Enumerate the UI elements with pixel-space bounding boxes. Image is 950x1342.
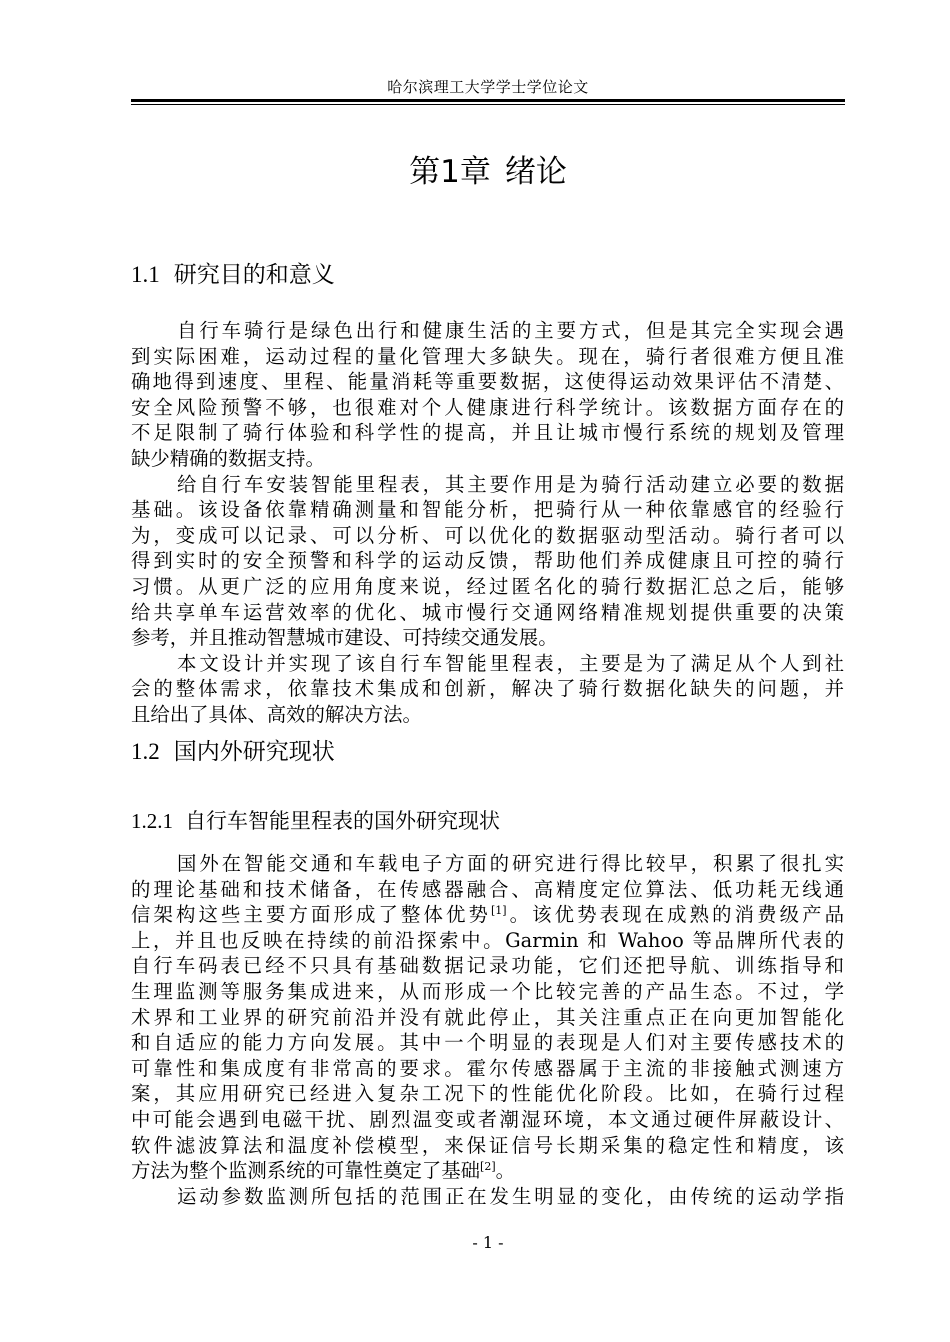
subsection-number: 1.2.1 [131, 809, 173, 833]
chapter-title [131, 152, 845, 192]
text-line: 缺少精确的数据支持。 [131, 446, 325, 470]
section-number: 1.2 [131, 739, 160, 764]
subsection-heading-1-2-1 [131, 806, 500, 836]
text-line: 安全风险预警不够，也很难对个人健康进行科学统计。该数据方面存在的 [131, 395, 844, 419]
text-line: 和自适应的能力方向发展。其中一个明显的表现是人们对主要传感技术的 [131, 1031, 844, 1055]
text-line: 的理论基础和技术储备，在传感器融合、高精度定位算法、低功耗无线通 [131, 877, 844, 901]
text-line: 参考，并且推动智慧城市建设、可持续交通发展。 [131, 626, 558, 650]
text-line [131, 1158, 844, 1184]
text-line: 本文设计并实现了该自行车智能里程表，主要是为了满足从个人到社 [177, 651, 844, 675]
paragraph-foreign-research [131, 851, 844, 1209]
text-span: 方法为整个监测系统的可靠性奠定了基础 [131, 1159, 481, 1183]
header-rule-thick [131, 99, 845, 102]
citation-ref-1: [1] [490, 904, 507, 918]
section-title: 研究目的和意义 [173, 262, 335, 288]
text-line: 习惯。从更广泛的应用角度来说，经过匿名化的骑行数据汇总之后，能够 [131, 574, 844, 598]
text-line: 给共享单车运营效率的优化、城市慢行交通网络精准规划提供重要的决策 [131, 600, 844, 624]
text-line [131, 902, 844, 928]
text-line: 生理监测等服务集成进来，从而形成一个比较完善的产品生态。不过，学 [131, 979, 844, 1003]
text-span: 。该优势表现在成熟的消费级产品 [506, 903, 845, 927]
text-line: 为，变成可以记录、可以分析、可以优化的数据驱动型活动。骑行者可以 [131, 523, 844, 547]
page-number: - 1 - [472, 1233, 504, 1252]
text-line: 会的整体需求，依靠技术集成和创新，解决了骑行数据化缺失的问题，并 [131, 677, 844, 701]
text-line: 确地得到速度、里程、能量消耗等重要数据，这使得运动效果评估不清楚、 [131, 370, 844, 394]
text-line: 术界和工业界的研究前沿并没有就此停止，其关注重点正在向更加智能化 [131, 1005, 844, 1029]
text-span: 信架构这些主要方面形成了整体优势 [131, 903, 491, 927]
paragraph-purpose-1 [131, 318, 844, 728]
text-span: 。 [495, 1159, 516, 1183]
text-line: 自行车骑行是绿色出行和健康生活的主要方式，但是其完全实现会遇 [177, 319, 844, 342]
citation-ref-2: [2] [480, 1160, 496, 1174]
text-line: 得到实时的安全预警和科学的运动反馈，帮助他们养成健康且可控的骑行 [131, 549, 844, 573]
text-line: 国外在智能交通和车载电子方面的研究进行得比较早，积累了很扎实 [177, 852, 844, 875]
text-line: 不足限制了骑行体验和科学性的提高，并且让城市慢行系统的规划及管理 [131, 421, 844, 445]
text-line: 运动参数监测所包括的范围正在发生明显的变化，由传统的运动学指 [177, 1184, 844, 1208]
text-line: 到实际困难，运动过程的量化管理大多缺失。现在，骑行者很难方便且准 [131, 344, 844, 368]
section-heading-1-2 [131, 736, 335, 768]
section-title: 国内外研究现状 [173, 739, 335, 765]
text-line: 基础。该设备依靠精确测量和智能分析，把骑行从一种依靠感官的经验行 [131, 498, 844, 522]
text-line: 且给出了具体、高效的解决方法。 [131, 702, 422, 726]
subsection-title: 自行车智能里程表的国外研究现状 [185, 809, 500, 833]
text-line: 给自行车安装智能里程表，其主要作用是为骑行活动建立必要的数据 [177, 472, 844, 496]
text-line: 自行车码表已经不只具有基础数据记录功能，它们还把导航、训练指导和 [131, 954, 844, 978]
text-line: 可靠性和集成度有非常高的要求。霍尔传感器属于主流的非接触式测速方 [131, 1056, 844, 1080]
section-number: 1.1 [131, 262, 160, 287]
text-line: 中可能会遇到电磁干扰、剧烈温变或者潮湿环境，本文通过硬件屏蔽设计、 [131, 1107, 844, 1131]
chapter-name: 绪论 [504, 154, 567, 190]
chapter-number: 第1章 [409, 154, 491, 190]
text-line: 上，并且也反映在持续的前沿探索中。Garmin 和 Wahoo 等品牌所代表的 [131, 928, 844, 952]
running-header: 哈尔滨理工大学学士学位论文 [387, 78, 589, 96]
text-line: 案，其应用研究已经进入复杂工况下的性能优化阶段。比如，在骑行过程 [131, 1082, 844, 1106]
header-rule-thin [131, 104, 845, 105]
text-line: 软件滤波算法和温度补偿模型，来保证信号长期采集的稳定性和精度，该 [131, 1133, 844, 1157]
section-heading-1-1 [131, 259, 335, 291]
